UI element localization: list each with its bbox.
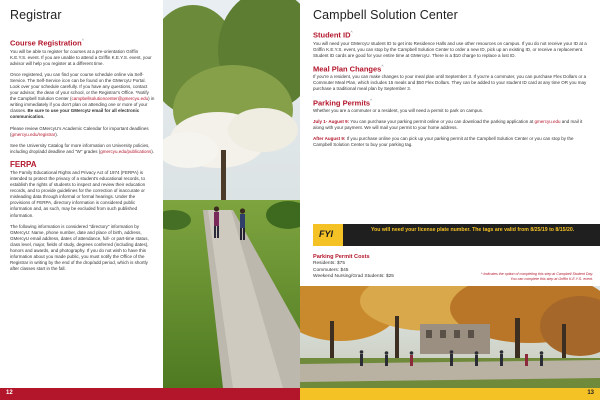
campus-walkway-photo <box>300 286 600 388</box>
july-date-label: July 1- August 9: <box>313 119 350 125</box>
parking-july-text <box>313 119 593 131</box>
left-footer-bar <box>0 388 300 400</box>
registrar-link[interactable]: gmercyu.edu/registrar <box>11 131 56 137</box>
p4-text-a: See the University Catalog for more information on University policies, including drop/add deadline and "W" grades ( <box>10 142 150 154</box>
after-date-label: After August 9: <box>313 136 346 142</box>
cost-line-residents: Residents: $75 <box>313 261 345 266</box>
solution-center-email-link[interactable]: campbellsolutioncenter@gmercyu.edu <box>71 96 149 102</box>
fyi-badge-label: FYI <box>319 229 334 239</box>
publications-link[interactable]: gmercyu.edu/publications <box>100 148 152 154</box>
parking-heading-text: Parking Permits <box>313 98 371 108</box>
ferpa-p2: The following information is considered "directory" information by GMercyU: Name, phone number, date and place of birth, address, GMercyU email address, dates of attendance, full- or part-time status, class level, major, fields of study, degrees conferred (including dates), honors and awards, and photography. If you do not wish to have this information about you made public, you must notify the Office of the Registrar in writing by the end of the drop/add period, which is shortly after classes start in the fall. <box>10 223 149 272</box>
cost-line-weekend: Weekend Nursing/Grad Students: $25 <box>313 274 394 280</box>
page-number-left: 12 <box>6 390 13 396</box>
p2-text-b: ) in writing immediately if you don't plan on attending one or more of your classes. <box>10 96 155 114</box>
fyi-callout <box>313 224 600 246</box>
ferpa-heading: FERPA <box>10 159 37 169</box>
meal-plan-heading-text: Meal Plan Changes <box>313 64 382 74</box>
cost-line-commuters: Commuters: $45 <box>313 267 349 273</box>
footnote-line: ^ Indicates the option of completing this step at Campbell Student Day. <box>480 272 593 276</box>
parking-heading <box>313 98 593 108</box>
registrar-column <box>10 8 155 277</box>
july-text-a: You can purchase your parking permit online or you can download the parking application at <box>349 119 535 125</box>
page-title-registrar: Registrar <box>10 8 62 22</box>
campus-path-photo <box>163 0 300 388</box>
p3-text-b: ). <box>55 131 59 137</box>
solution-center-column <box>313 8 593 152</box>
fyi-text: You will need your license plate number. The tags are valid from 8/25/19 to 8/15/20. <box>371 227 575 233</box>
gmercyu-link[interactable]: gmercyu.edu <box>534 119 561 125</box>
page-title-solution-center: Campbell Solution Center <box>313 8 458 22</box>
p4-text-b: ). <box>151 148 155 154</box>
course-registration-p3 <box>10 126 155 138</box>
footnote-line: You can complete this step at Griffin K.E.Y.S. event. <box>510 276 593 281</box>
page-number-right: 13 <box>587 390 594 396</box>
parking-costs-heading: Parking Permit Costs <box>313 254 370 260</box>
p2-bold-note: Be sure to use your GMercyU email for all electronic communication. <box>10 108 140 120</box>
ferpa-p1: The Family Educational Rights and Privacy Act of 1974 (FERPA) is intended to protect the privacy of a student's educational records, to establish the rights of students to inspect and review their education records, and to provide guidelines for the correction of inaccurate or misleading data through informal or formal hearings. Under the provisions of FERPA, directory information is considered public information and, as such, may be excluded from such published information. <box>10 169 146 218</box>
july-text-b: and mail it along with your payment. We will mail your permit to your home address. <box>313 119 583 131</box>
campus-walkway-illustration <box>300 286 600 388</box>
course-registration-heading <box>10 38 155 48</box>
footnote <box>448 272 593 281</box>
fyi-badge <box>313 224 343 246</box>
fyi-bar <box>343 224 600 246</box>
course-registration-p4 <box>10 143 155 155</box>
parking-intro: Whether you are a commuter or a resident, you will need a permit to park on campus. <box>313 108 484 114</box>
step-marker: ^ <box>81 38 84 43</box>
course-registration-p2 <box>10 72 155 121</box>
step-marker: ^ <box>370 97 373 103</box>
step-marker: ^ <box>381 63 384 69</box>
after-text: If you purchase online you can pick up your parking permit at the Campbell Solution Center or you can stop by the Campbell Solution Center to buy your parking tag. <box>313 136 574 148</box>
p3-text-a: Please review GMercyU's Academic Calendar for important deadlines ( <box>10 125 149 137</box>
p2-text-a: Once registered, you can find your course schedule online via Self-Service. The Self-Service icon can be found on the GMercyU Portal. Look over your schedule carefully. If you have any questions, contact your advisor, the dean of your school, or the Registrar's Office. *Notify the Campbell Solution Center ( <box>10 71 149 102</box>
student-id-heading <box>313 30 593 40</box>
meal-plan-text: If you're a resident, you can make changes to your meal plan until September 3. If you're a commuter, you can purchase Flex Dollars or a Commuter Meal Plan, which includes 15 meals and $50 Flex Dollars. They can be added to your student ID card at any time OR you may purchase a traditional meal plan by September 3. <box>313 74 587 92</box>
meal-plan-heading <box>313 64 593 74</box>
course-registration-p1: You will be able to register for courses at a pre-orientation Griffin K.E.Y.S. event. If you are unable to attend a Griffin K.E.Y.S. event, your advisor will help you register at a different time. <box>10 48 152 66</box>
campus-path-illustration <box>163 0 300 388</box>
right-footer-bar <box>300 388 600 400</box>
student-id-heading-text: Student ID <box>313 30 351 40</box>
step-marker: ^ <box>350 30 353 35</box>
parking-after-text <box>313 136 593 148</box>
course-registration-heading-text: Course Registration <box>10 38 82 48</box>
student-id-text: You will need your GMercyU student ID to get into Residence Halls and use other resources on campus. If you do not receive your ID at a Griffin K.E.Y.S. event, you can stop by the Campbell Solution Center to order a new ID, pick up an existing ID, or receive a replacement. Student ID cards are good for your entire time at GMercyU. There is a $10 charge to replace a lost ID. <box>313 40 587 58</box>
